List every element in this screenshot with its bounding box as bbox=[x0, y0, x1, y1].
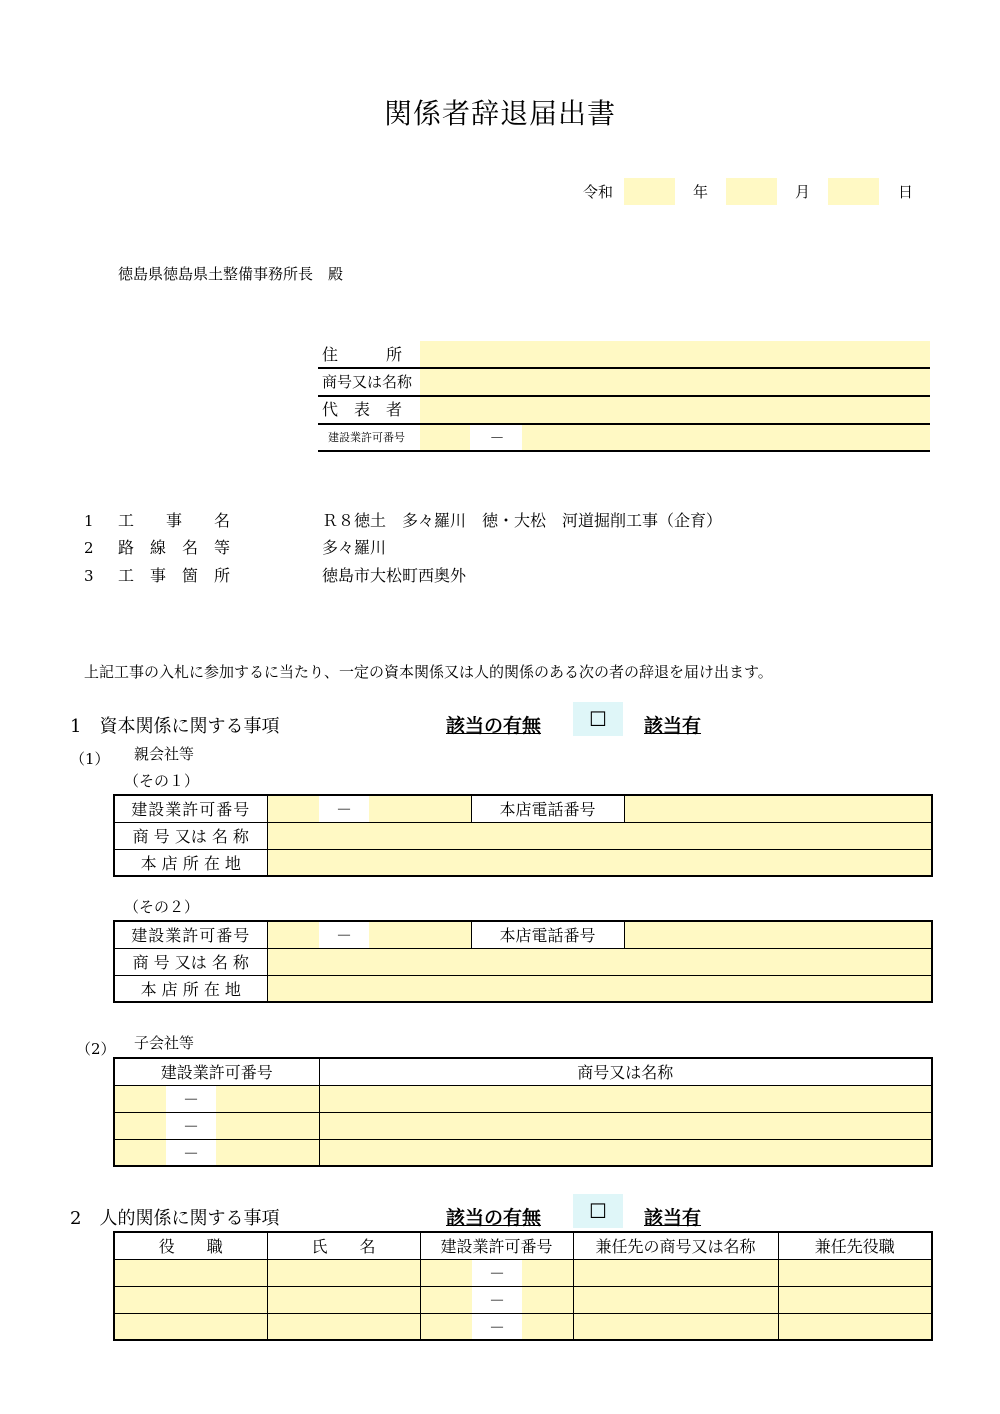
personnel-row2-position[interactable] bbox=[114, 1286, 267, 1313]
project-label-2: 路 線 名 等 bbox=[118, 538, 231, 557]
subsidiary-row3-name[interactable] bbox=[319, 1139, 932, 1166]
parent1-phone-field[interactable] bbox=[624, 795, 932, 822]
representative-label: 代 表 者 bbox=[322, 400, 403, 419]
subsidiary-row2-license-number[interactable] bbox=[216, 1112, 319, 1139]
parent-part1-label: （その１） bbox=[124, 772, 200, 790]
section2-checkbox[interactable]: ☐ bbox=[573, 1194, 623, 1228]
personnel-header-position: 役 職 bbox=[114, 1232, 267, 1259]
project-location-value: 徳島市大松町西奥外 bbox=[322, 566, 467, 585]
statement-text: 上記工事の入札に参加するに当たり、一定の資本関係又は人的関係のある次の者の辞退を届け出ます。 bbox=[84, 663, 773, 681]
route-name-value: 多々羅川 bbox=[322, 538, 387, 557]
date-month-field[interactable] bbox=[726, 178, 777, 205]
personnel-header-license: 建設業許可番号 bbox=[420, 1232, 573, 1259]
project-no-1: 1 bbox=[84, 512, 94, 530]
company-name-label: 商号又は名称 bbox=[322, 373, 413, 391]
parent1-license-prefix-field[interactable] bbox=[267, 795, 319, 822]
section2-heading: 2 人的関係に関する事項 bbox=[70, 1208, 280, 1229]
section1-applicable-label: 該当の有無 bbox=[446, 715, 542, 737]
personnel-row3-concurrent-position[interactable] bbox=[778, 1313, 932, 1340]
personnel-row3-license-prefix[interactable] bbox=[420, 1313, 472, 1340]
parent2-license-number-field[interactable] bbox=[369, 921, 471, 948]
date-day-field[interactable] bbox=[828, 178, 879, 205]
personnel-row2-name[interactable] bbox=[267, 1286, 420, 1313]
personnel-header-concurrent-company: 兼任先の商号又は名称 bbox=[573, 1232, 778, 1259]
project-label-1: 工 事 名 bbox=[118, 511, 231, 530]
personnel-row2-license-prefix[interactable] bbox=[420, 1286, 472, 1313]
parent1-license-label: 建設業許可番号 bbox=[114, 795, 267, 822]
subsidiary-row1-name[interactable] bbox=[319, 1085, 932, 1112]
personnel-row3-license-number[interactable] bbox=[522, 1313, 573, 1340]
addressee: 徳島県徳島県土整備事務所長 殿 bbox=[118, 265, 344, 283]
parent2-phone-field[interactable] bbox=[624, 921, 932, 948]
personnel-row2-concurrent-position[interactable] bbox=[778, 1286, 932, 1313]
sub2-title: 子会社等 bbox=[134, 1034, 195, 1052]
address-field[interactable] bbox=[420, 341, 930, 367]
parent1-phone-label: 本店電話番号 bbox=[471, 795, 624, 822]
section2-applicable-value: 該当有 bbox=[644, 1207, 702, 1229]
parent-company-table-1 bbox=[113, 794, 933, 877]
personnel-row1-position[interactable] bbox=[114, 1259, 267, 1286]
parent1-name-label: 商 号 又は 名 称 bbox=[114, 822, 267, 849]
parent1-location-label: 本 店 所 在 地 bbox=[114, 849, 267, 876]
subsidiary-row2-dash: － bbox=[166, 1112, 216, 1139]
parent2-name-field[interactable] bbox=[267, 948, 932, 975]
personnel-row1-concurrent-company[interactable] bbox=[573, 1259, 778, 1286]
date-month-label: 月 bbox=[795, 183, 811, 201]
subsidiary-table bbox=[113, 1057, 933, 1167]
date-day-label: 日 bbox=[898, 183, 914, 201]
personnel-row2-concurrent-company[interactable] bbox=[573, 1286, 778, 1313]
document-title: 関係者辞退届出書 bbox=[383, 97, 616, 130]
parent2-location-label: 本 店 所 在 地 bbox=[114, 975, 267, 1002]
subsidiary-license-header: 建設業許可番号 bbox=[114, 1058, 319, 1085]
parent2-license-prefix-field[interactable] bbox=[267, 921, 319, 948]
section1-checkbox[interactable]: ☐ bbox=[573, 702, 623, 736]
personnel-row1-license-prefix[interactable] bbox=[420, 1259, 472, 1286]
parent1-license-number-field[interactable] bbox=[369, 795, 471, 822]
personnel-row3-concurrent-company[interactable] bbox=[573, 1313, 778, 1340]
subsidiary-row3-dash: － bbox=[166, 1139, 216, 1166]
parent2-license-label: 建設業許可番号 bbox=[114, 921, 267, 948]
subsidiary-name-header: 商号又は名称 bbox=[319, 1058, 932, 1085]
parent1-license-dash: － bbox=[319, 795, 369, 822]
sub2-number: （2） bbox=[76, 1040, 116, 1058]
parent2-name-label: 商 号 又は 名 称 bbox=[114, 948, 267, 975]
sub1-title: 親会社等 bbox=[134, 745, 195, 763]
subsidiary-row2-name[interactable] bbox=[319, 1112, 932, 1139]
personnel-row2-dash: － bbox=[472, 1286, 522, 1313]
project-label-3: 工 事 箇 所 bbox=[118, 566, 231, 585]
subsidiary-row1-dash: － bbox=[166, 1085, 216, 1112]
subsidiary-row3-license-number[interactable] bbox=[216, 1139, 319, 1166]
address-label: 住 所 bbox=[322, 345, 403, 364]
personnel-header-name: 氏 名 bbox=[267, 1232, 420, 1259]
section1-heading: 1 資本関係に関する事項 bbox=[70, 716, 280, 737]
parent2-location-field[interactable] bbox=[267, 975, 932, 1002]
subsidiary-row1-license-number[interactable] bbox=[216, 1085, 319, 1112]
personnel-row3-dash: － bbox=[472, 1313, 522, 1340]
subsidiary-row2-license-prefix[interactable] bbox=[114, 1112, 166, 1139]
personnel-table bbox=[113, 1231, 933, 1341]
subsidiary-row1-license-prefix[interactable] bbox=[114, 1085, 166, 1112]
license-prefix-field[interactable] bbox=[420, 425, 470, 450]
parent-part2-label: （その２） bbox=[124, 898, 200, 916]
company-name-field[interactable] bbox=[420, 369, 930, 395]
parent2-phone-label: 本店電話番号 bbox=[471, 921, 624, 948]
section2-applicable-label: 該当の有無 bbox=[446, 1207, 542, 1229]
license-label: 建設業許可番号 bbox=[328, 431, 405, 444]
personnel-row1-concurrent-position[interactable] bbox=[778, 1259, 932, 1286]
personnel-row1-license-number[interactable] bbox=[522, 1259, 573, 1286]
date-year-field[interactable] bbox=[624, 178, 675, 205]
sub1-number: （1） bbox=[70, 750, 110, 768]
project-no-3: 3 bbox=[84, 567, 94, 585]
section1-applicable-value: 該当有 bbox=[644, 715, 702, 737]
representative-field[interactable] bbox=[420, 397, 930, 423]
parent-company-table-2 bbox=[113, 920, 933, 1003]
license-number-field[interactable] bbox=[522, 425, 930, 450]
parent1-name-field[interactable] bbox=[267, 822, 932, 849]
parent2-license-dash: － bbox=[319, 921, 369, 948]
personnel-row1-dash: － bbox=[472, 1259, 522, 1286]
personnel-header-concurrent-position: 兼任先役職 bbox=[778, 1232, 932, 1259]
personnel-row3-position[interactable] bbox=[114, 1313, 267, 1340]
personnel-row2-license-number[interactable] bbox=[522, 1286, 573, 1313]
project-no-2: 2 bbox=[84, 539, 94, 557]
date-era: 令和 bbox=[583, 183, 614, 201]
parent1-location-field[interactable] bbox=[267, 849, 932, 876]
personnel-row1-name[interactable] bbox=[267, 1259, 420, 1286]
subsidiary-row3-license-prefix[interactable] bbox=[114, 1139, 166, 1166]
license-dash: － bbox=[489, 429, 505, 447]
project-name-value: Ｒ８徳土 多々羅川 徳・大松 河道掘削工事（企育） bbox=[322, 511, 723, 530]
personnel-row3-name[interactable] bbox=[267, 1313, 420, 1340]
date-year-label: 年 bbox=[693, 183, 709, 201]
